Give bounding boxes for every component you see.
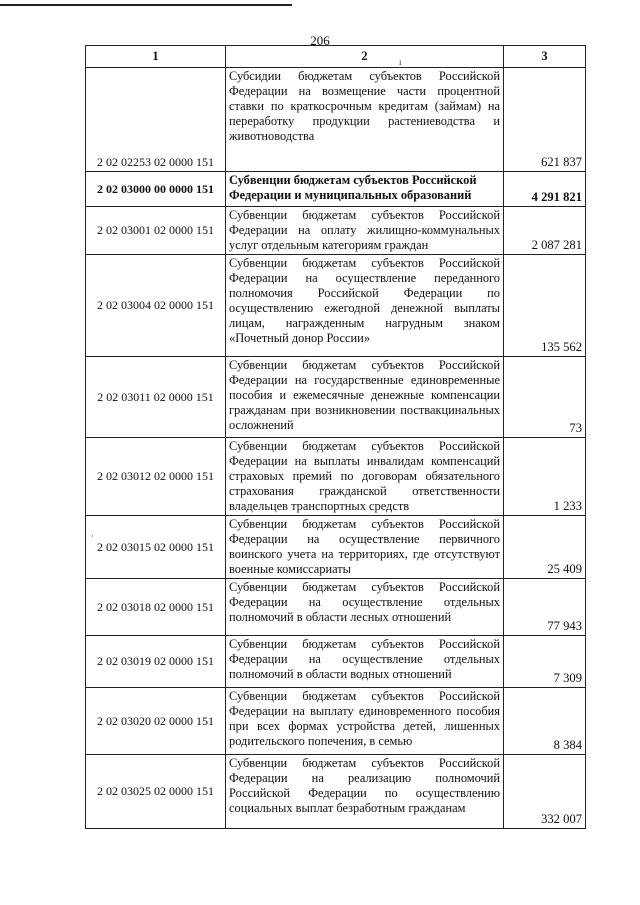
row-value: 73 [504, 357, 586, 438]
row-description: Субвенции бюджетам субъектов Российской Федерации на реализацию полномочий Российской Федерации по осуществлению социальных выплат безработным гражданам [226, 755, 504, 829]
row-code: 2 02 03018 02 0000 151 [86, 579, 226, 636]
row-code: 2 02 03000 00 0000 151 [86, 172, 226, 207]
row-description: Субвенции бюджетам субъектов Российской Федерации и муниципальных образований [226, 172, 504, 207]
row-code: 2 02 03001 02 0000 151 [86, 207, 226, 255]
row-description: Субвенции бюджетам субъектов Российской Федерации на осуществление отдельных полномочий в области водных отношений [226, 636, 504, 688]
row-value: 1 233 [504, 438, 586, 516]
row-value: 332 007 [504, 755, 586, 829]
row-value: 135 562 [504, 255, 586, 357]
header-row [86, 46, 586, 68]
row-value: 621 837 [504, 68, 586, 172]
scan-mark: ı [399, 57, 402, 67]
row-value: 25 409 [504, 516, 586, 579]
row-value: 77 943 [504, 579, 586, 636]
row-code: 2 02 03015 02 0000 151 [86, 516, 226, 579]
table-row [86, 636, 586, 688]
column-header-3: 3 [504, 46, 586, 68]
budget-table [85, 45, 586, 829]
table-row [86, 755, 586, 829]
row-description: Субвенции бюджетам субъектов Российской Федерации на осуществление первичного воинского учета на территориях, где отсутствуют военные комиссариаты [226, 516, 504, 579]
row-value: 2 087 281 [504, 207, 586, 255]
table-row [86, 357, 586, 438]
table-row [86, 688, 586, 755]
row-code: 2 02 03004 02 0000 151 [86, 255, 226, 357]
row-description: Субвенции бюджетам субъектов Российской Федерации на оплату жилищно-коммунальных услуг отдельным категориям граждан [226, 207, 504, 255]
row-description: Субвенции бюджетам субъектов Российской Федерации на выплаты инвалидам компенсаций страховых премий по договорам обязательного страхования гражданской ответственности владельцев транспортных средств [226, 438, 504, 516]
row-value: 7 309 [504, 636, 586, 688]
table-row [86, 68, 586, 172]
table-row [86, 207, 586, 255]
top-rule [0, 4, 292, 6]
row-code: 2 02 03020 02 0000 151 [86, 688, 226, 755]
row-description: Субвенции бюджетам субъектов Российской Федерации на осуществление переданного полномочия Российской Федерации по осуществлению ежегодной денежной выплаты лицам, награжденным нагрудным знаком «Почетный донор России» [226, 255, 504, 357]
row-description: Субвенции бюджетам субъектов Российской Федерации на государственные единовременные пособия и ежемесячные денежные компенсации гражданам при возникновении поствакцинальных осложнений [226, 357, 504, 438]
row-value: 8 384 [504, 688, 586, 755]
table-row [86, 579, 586, 636]
row-code: 2 02 03019 02 0000 151 [86, 636, 226, 688]
row-value: 4 291 821 [504, 172, 586, 207]
row-code: 2 02 03012 02 0000 151 [86, 438, 226, 516]
row-description: Субвенции бюджетам субъектов Российской Федерации на осуществление отдельных полномочий в области лесных отношений [226, 579, 504, 636]
table-row [86, 516, 586, 579]
row-description: Субсидии бюджетам субъектов Российской Федерации на возмещение части процентной ставки по краткосрочным кредитам (займам) на переработку продукции растениеводства и животноводства [226, 68, 504, 172]
table-row [86, 255, 586, 357]
table-row [86, 172, 586, 207]
row-code: 2 02 03011 02 0000 151 [86, 357, 226, 438]
row-code: 2 02 03025 02 0000 151 [86, 755, 226, 829]
page-number: 206 [310, 33, 330, 48]
scan-mark: · [91, 531, 94, 541]
column-header-2: 2 [226, 46, 504, 68]
row-code: 2 02 02253 02 0000 151 [86, 68, 226, 172]
table-row [86, 438, 586, 516]
row-description: Субвенции бюджетам субъектов Российской Федерации на выплату единовременного пособия при всех формах устройства детей, лишенных родительского попечения, в семью [226, 688, 504, 755]
column-header-1: 1 [86, 46, 226, 68]
